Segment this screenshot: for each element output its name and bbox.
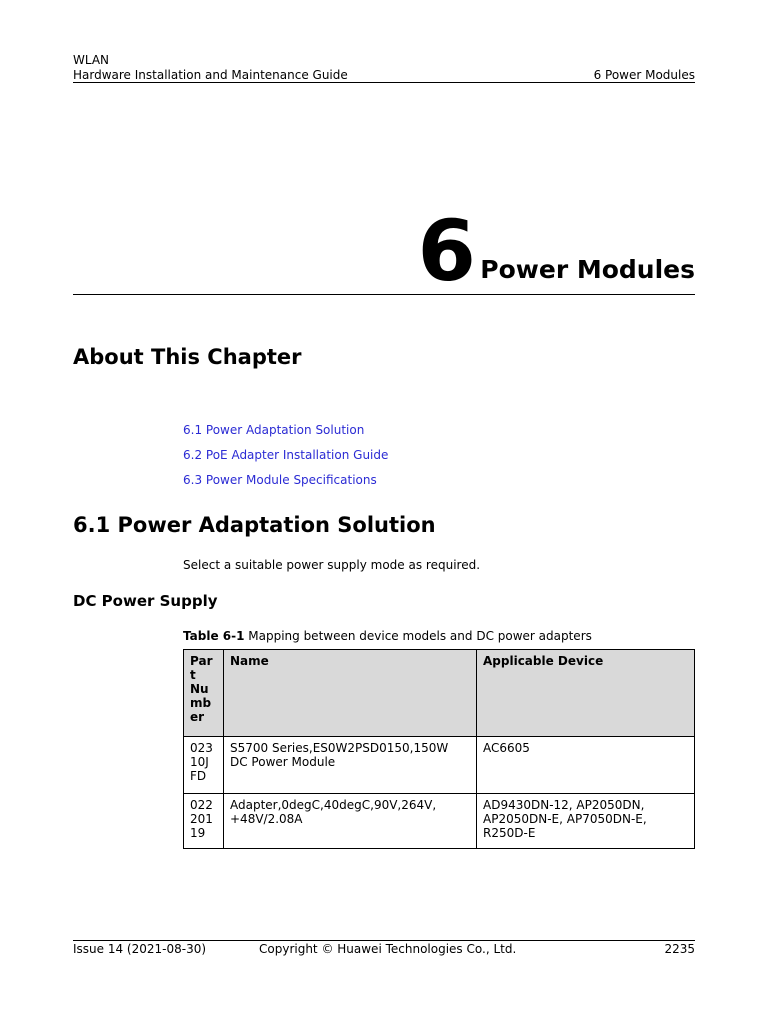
cell-name: S5700 Series,ES0W2PSD0150,150W DC Power Module [224, 737, 477, 794]
table-caption [183, 628, 592, 644]
chapter-title: Power Modules [480, 255, 695, 284]
section-intro: Select a suitable power supply mode as required. [183, 558, 481, 572]
section-heading: 6.1 Power Adaptation Solution [73, 513, 436, 537]
header-chapter: 6 Power Modules [593, 68, 695, 82]
cell-part-number: 022 201 19 [184, 794, 224, 849]
link-power-module-specifications[interactable]: 6.3 Power Module Specifications [183, 473, 377, 487]
chapter-number: 6 [417, 202, 476, 300]
subheading-dc-power-supply: DC Power Supply [73, 592, 218, 610]
cell-applicable-device: AD9430DN-12, AP2050DN, AP2050DN-E, AP7050DN-E, R250D-E [477, 794, 695, 849]
header-part-number: Par t Nu mb er [184, 650, 224, 737]
table-caption-label: Table 6-1 [183, 629, 245, 643]
header-name: Name [224, 650, 477, 737]
cell-applicable-device: AC6605 [477, 737, 695, 794]
header-applicable-device: Applicable Device [477, 650, 695, 737]
footer-issue: Issue 14 (2021-08-30) [73, 942, 207, 956]
footer-copyright: Copyright © Huawei Technologies Co., Ltd. [259, 942, 517, 956]
footer-rule [73, 940, 695, 941]
about-heading: About This Chapter [73, 345, 302, 369]
chapter-rule [73, 294, 695, 295]
table-caption-text: Mapping between device models and DC power adapters [244, 629, 592, 643]
cell-part-number: 023 10J FD [184, 737, 224, 794]
header-guide-title: Hardware Installation and Maintenance Guide [73, 68, 348, 82]
table-row [184, 794, 695, 849]
table-row [184, 737, 695, 794]
cell-name: Adapter,0degC,40degC,90V,264V, +48V/2.08A [224, 794, 477, 849]
header-rule [73, 82, 695, 83]
table-header-row [184, 650, 695, 737]
mapping-table [183, 649, 695, 849]
header-product: WLAN [73, 53, 110, 67]
footer-page-number: 2235 [664, 942, 695, 956]
link-poe-adapter-installation-guide[interactable]: 6.2 PoE Adapter Installation Guide [183, 448, 389, 462]
link-power-adaptation-solution[interactable]: 6.1 Power Adaptation Solution [183, 423, 365, 437]
